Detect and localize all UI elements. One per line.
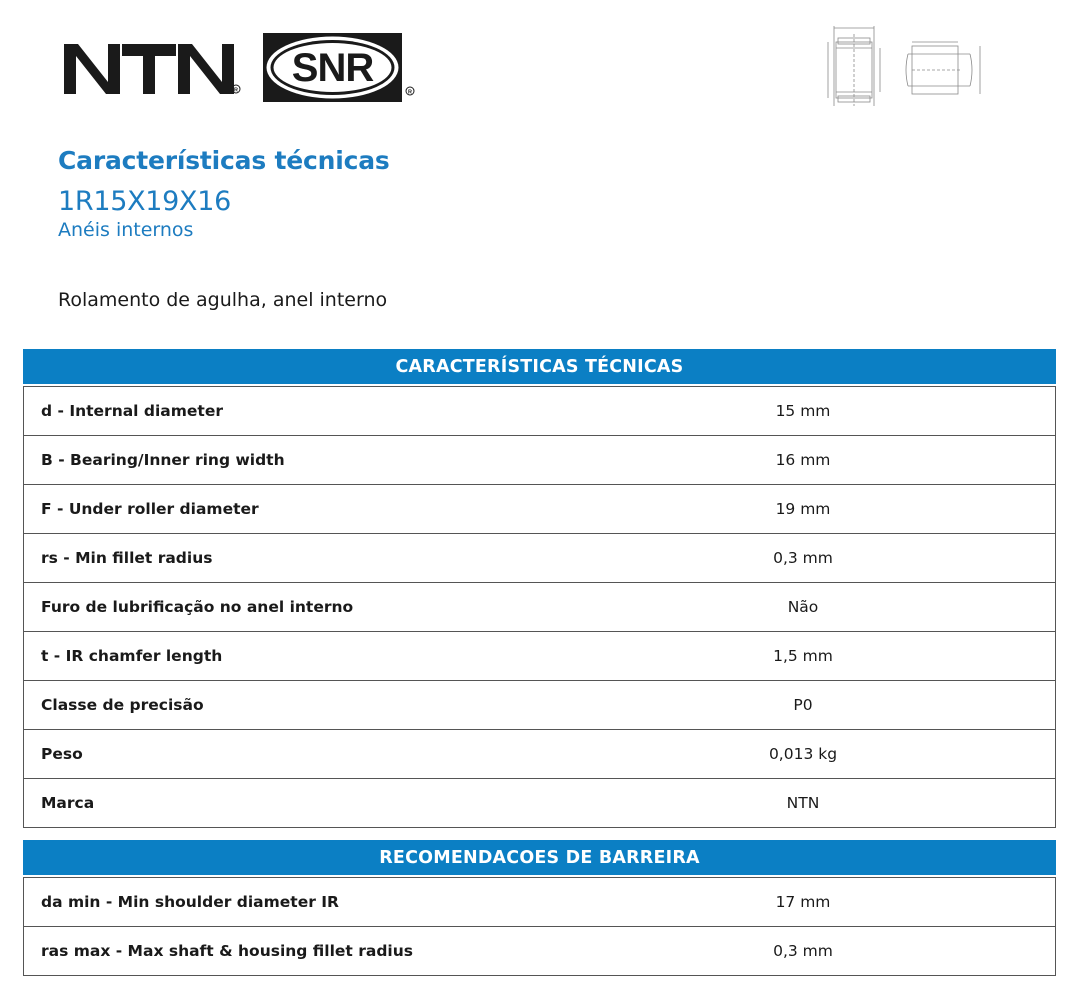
spec-row <box>24 484 1055 533</box>
page-title: Características técnicas <box>58 146 390 175</box>
spec-label: ras max - Max shaft & housing fillet radius <box>41 942 414 960</box>
spec-value: 0,3 mm <box>773 549 833 567</box>
spec-value: NTN <box>786 794 820 812</box>
svg-text:SNR: SNR <box>291 46 374 90</box>
spec-label: rs - Min fillet radius <box>41 549 213 567</box>
spec-label: t - IR chamfer length <box>41 647 223 665</box>
spec-value: P0 <box>793 696 813 714</box>
spec-row <box>24 878 1055 926</box>
spec-value: 0,013 kg <box>768 745 838 763</box>
svg-text:R: R <box>408 89 412 96</box>
spec-value: 16 mm <box>775 451 831 469</box>
spec-value: 15 mm <box>775 402 831 420</box>
bearing-drawing <box>820 24 990 108</box>
spec-label: B - Bearing/Inner ring width <box>41 451 285 469</box>
spec-label: Furo de lubrificação no anel interno <box>41 598 354 616</box>
snr-logo <box>263 33 418 103</box>
recommendations-heading: RECOMENDACOES DE BARREIRA <box>23 840 1056 875</box>
spec-row <box>24 582 1055 631</box>
recommendations-table <box>23 840 1056 976</box>
spec-label: Classe de precisão <box>41 696 204 714</box>
spec-row <box>24 631 1055 680</box>
spec-row <box>24 729 1055 778</box>
ntn-logo <box>64 36 242 100</box>
spec-row <box>24 680 1055 729</box>
spec-value: Não <box>787 598 819 616</box>
spec-value: 1,5 mm <box>773 647 833 665</box>
spec-label: d - Internal diameter <box>41 402 223 420</box>
spec-value: 17 mm <box>775 893 831 911</box>
technical-specs-heading: CARACTERÍSTICAS TÉCNICAS <box>23 349 1056 384</box>
svg-text:R: R <box>234 87 238 94</box>
spec-label: Marca <box>41 794 95 812</box>
part-number: 1R15X19X16 <box>58 186 232 217</box>
spec-label: Peso <box>41 745 83 763</box>
spec-value: 0,3 mm <box>773 942 833 960</box>
product-description: Rolamento de agulha, anel interno <box>58 289 388 311</box>
technical-specs-table <box>23 349 1056 828</box>
spec-row <box>24 926 1055 975</box>
spec-value: 19 mm <box>775 500 831 518</box>
spec-row <box>24 387 1055 435</box>
spec-label: da min - Min shoulder diameter IR <box>41 893 339 911</box>
product-category: Anéis internos <box>58 219 194 241</box>
spec-row <box>24 435 1055 484</box>
spec-row <box>24 778 1055 827</box>
spec-row <box>24 533 1055 582</box>
spec-label: F - Under roller diameter <box>41 500 259 518</box>
